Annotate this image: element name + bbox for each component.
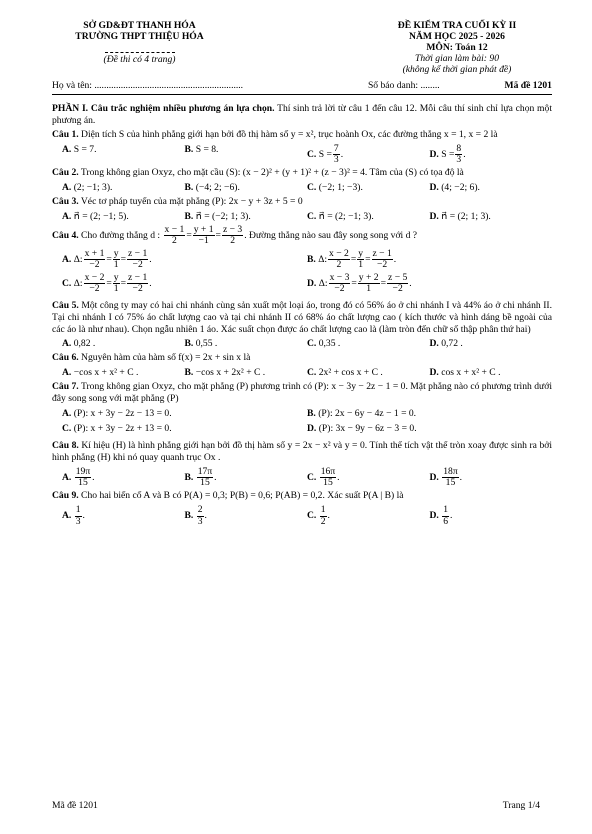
- q7-option-c: C. (P): x + 3y − 2z + 13 = 0.: [62, 423, 172, 435]
- q3-options: [62, 211, 552, 223]
- duration-note: (không kể thời gian phát đề): [402, 64, 512, 76]
- q7-option-b: B. (P): 2x − 6y − 4z − 1 = 0.: [307, 408, 417, 420]
- question-6: Câu 6. Nguyên hàm của hàm số f(x) = 2x + sin x là: [52, 352, 251, 364]
- q7-option-a: A. (P): x + 3y − 2z − 13 = 0.: [62, 408, 172, 420]
- q1-option-d: D. S = $\frac{8}{3}$ .: [429, 143, 466, 166]
- q4-option-c: C. Δ: $\frac{x - 2}{-2}$ = $\frac{y}{1}$ = $\frac{z - 1}{-2}$ .: [62, 272, 152, 295]
- question-2: Câu 2. Trong không gian Oxyz, cho mặt cầu (S): (x − 2)² + (y + 1)² + (z − 3)² = 4. Tâm của (S) có tọa độ là: [52, 167, 464, 179]
- q6-option-b: B. −cos x + 2x² + C .: [184, 367, 266, 379]
- q8-options: [62, 467, 552, 488]
- q3-option-a: A. n⃗ = (2; −1; 5).: [62, 211, 129, 223]
- q6-option-c: C. 2x² + cos x + C .: [307, 367, 383, 379]
- q8-option-c: C. $\frac{16\pi}{15}$ .: [307, 466, 340, 489]
- section-heading: PHẦN I. Câu trắc nghiệm nhiều phương án lựa chọn. Thí sinh trả lời từ câu 1 đến câu 12. Mỗi câu thí sinh chỉ lựa chọn một phương án.: [52, 103, 552, 127]
- q5-option-c: C. 0,35 .: [307, 338, 341, 350]
- name-label: Họ và tên: ..............................................................: [52, 80, 244, 92]
- q2-option-b: B. (−4; 2; −6).: [184, 182, 240, 194]
- q1-option-a: A. S = 7.: [62, 144, 97, 156]
- q9-options: [62, 505, 552, 526]
- footer-page-number: Trang 1/4: [502, 800, 540, 811]
- q7-options: [62, 408, 552, 438]
- q2-option-a: A. (2; −1; 3).: [62, 182, 113, 194]
- student-info-line: [52, 80, 552, 95]
- school-block: [52, 20, 227, 75]
- exam-info-block: [362, 20, 552, 75]
- q4-option-a: A. Δ: $\frac{x + 1}{-2}$ = $\frac{y}{1}$ = $\frac{z - 1}{-2}$ .: [62, 248, 152, 271]
- question-9: Câu 9. Cho hai biến cố A và B có P(A) = 0,3; P(B) = 0,6; P(AB) = 0,2. Xác suất P(A | B) là: [52, 490, 404, 502]
- q1-option-b: B. S = 8.: [184, 144, 219, 156]
- q8-option-b: B. $\frac{17\pi}{15}$ .: [184, 466, 217, 489]
- q9-option-a: A. $\frac{1}{3}$ .: [62, 504, 85, 527]
- question-3: Câu 3. Véc tơ pháp tuyến của mặt phẳng (P): 2x − y + 3z + 5 = 0: [52, 196, 303, 208]
- exam-code: Mã đề 1201: [504, 80, 552, 92]
- q9-option-b: B. $\frac{2}{3}$ .: [184, 504, 207, 527]
- q6-option-d: D. cos x + x² + C .: [429, 367, 501, 379]
- q1-option-c: C. S = $\frac{7}{3}$ .: [307, 143, 344, 166]
- question-8: Câu 8. Kí hiệu (H) là hình phẳng giới hạn bởi đồ thị hàm số y = 2x − x² và y = 0. Tính thể tích vật thể tròn xoay được sinh ra bởi hình phẳng (H) khi nó quay quanh trục Ox .: [52, 440, 553, 464]
- q3-option-b: B. n⃗ = (−2; 1; 3).: [184, 211, 251, 223]
- question-7: Câu 7. Trong không gian Oxyz, cho mặt phẳng (P) phương trình có (P): x − 3y − 2z − 1 = 0. Mặt phẳng nào có phương trình dưới đây song song với mặt phẳng (P): [52, 381, 552, 405]
- q5-option-d: D. 0,72 .: [429, 338, 463, 350]
- question-5: Câu 5. Một công ty may có hai chi nhánh cùng sản xuất một loại áo, trong đó có 56% áo ở chi nhánh I và 44% áo ở chi nhánh II. Tại chi nhánh I có 75% áo chất lượng cao và tại chi nhánh II có 68% áo chất lượng cao ( kích thước và hình dáng bề ngoài của các áo là như nhau). Chọn ngẫu nhiên 1 áo. Xác suất chọn được áo chất lượng cao là (làm tròn đến chữ số thập phân thứ hai): [52, 299, 552, 335]
- q7-option-d: D. (P): 3x − 9y − 6z − 3 = 0.: [307, 423, 417, 435]
- footer-exam-code: Mã đề 1201: [52, 800, 98, 811]
- subject: MÔN: Toán 12: [426, 42, 488, 54]
- q6-option-a: A. −cos x + x² + C .: [62, 367, 139, 379]
- q2-option-d: D. (4; −2; 6).: [429, 182, 480, 194]
- q3-option-d: D. n⃗ = (2; 1; 3).: [429, 211, 491, 223]
- school-year: NĂM HỌC 2025 - 2026: [409, 31, 505, 43]
- school-name: TRƯỜNG THPT THIỆU HÓA: [75, 31, 204, 43]
- exam-title: ĐỀ KIỂM TRA CUỐI KỲ II: [397, 20, 517, 31]
- q6-options: [62, 367, 552, 379]
- q2-option-c: C. (−2; 1; −3).: [307, 182, 363, 194]
- exam-header: [52, 20, 552, 75]
- q4-options: [62, 249, 552, 297]
- page-footer: [52, 800, 540, 812]
- header-divider: [105, 52, 175, 53]
- q5-option-b: B. 0,55 .: [184, 338, 218, 350]
- q8-option-a: A. $\frac{19\pi}{15}$ .: [62, 466, 95, 489]
- question-1: Câu 1. Diện tích S của hình phẳng giới hạn bởi đồ thị hàm số y = x², trục hoành Ox, các đường thẳng x = 1, x = 2 là: [52, 129, 498, 141]
- dept-name: SỞ GD&ĐT THANH HÓA: [83, 20, 196, 31]
- student-id-label: Số báo danh: ........: [367, 80, 440, 92]
- q5-options: [62, 338, 552, 350]
- pages-note: (Đề thi có 4 trang): [103, 54, 176, 66]
- q9-option-d: D. $\frac{1}{6}$ .: [429, 504, 453, 527]
- q9-option-c: C. $\frac{1}{2}$ .: [307, 504, 330, 527]
- q2-options: [62, 182, 552, 194]
- exam-page: [52, 20, 552, 529]
- q4-option-d: D. Δ: $\frac{x - 3}{-2}$ = $\frac{y + 2}{1}$ = $\frac{z - 5}{-2}$ .: [307, 272, 412, 295]
- q5-option-a: A. 0,82 .: [62, 338, 96, 350]
- q1-options: [62, 144, 552, 165]
- q3-option-c: C. n⃗ = (2; −1; 3).: [307, 211, 374, 223]
- q4-option-b: B. Δ: $\frac{x - 2}{2}$ = $\frac{y}{1}$ = $\frac{z - 1}{-2}$ .: [307, 248, 397, 271]
- duration: Thời gian làm bài: 90: [414, 53, 499, 65]
- question-4: Câu 4. Cho đường thẳng d : $\frac{x - 1}{2}$ = $\frac{y + 1}{-1}$ = $\frac{z - 3}{2}$ . Đường thẳng nào sau đây song song với d ?: [52, 224, 418, 247]
- q8-option-d: D. $\frac{18\pi}{15}$ .: [429, 466, 463, 489]
